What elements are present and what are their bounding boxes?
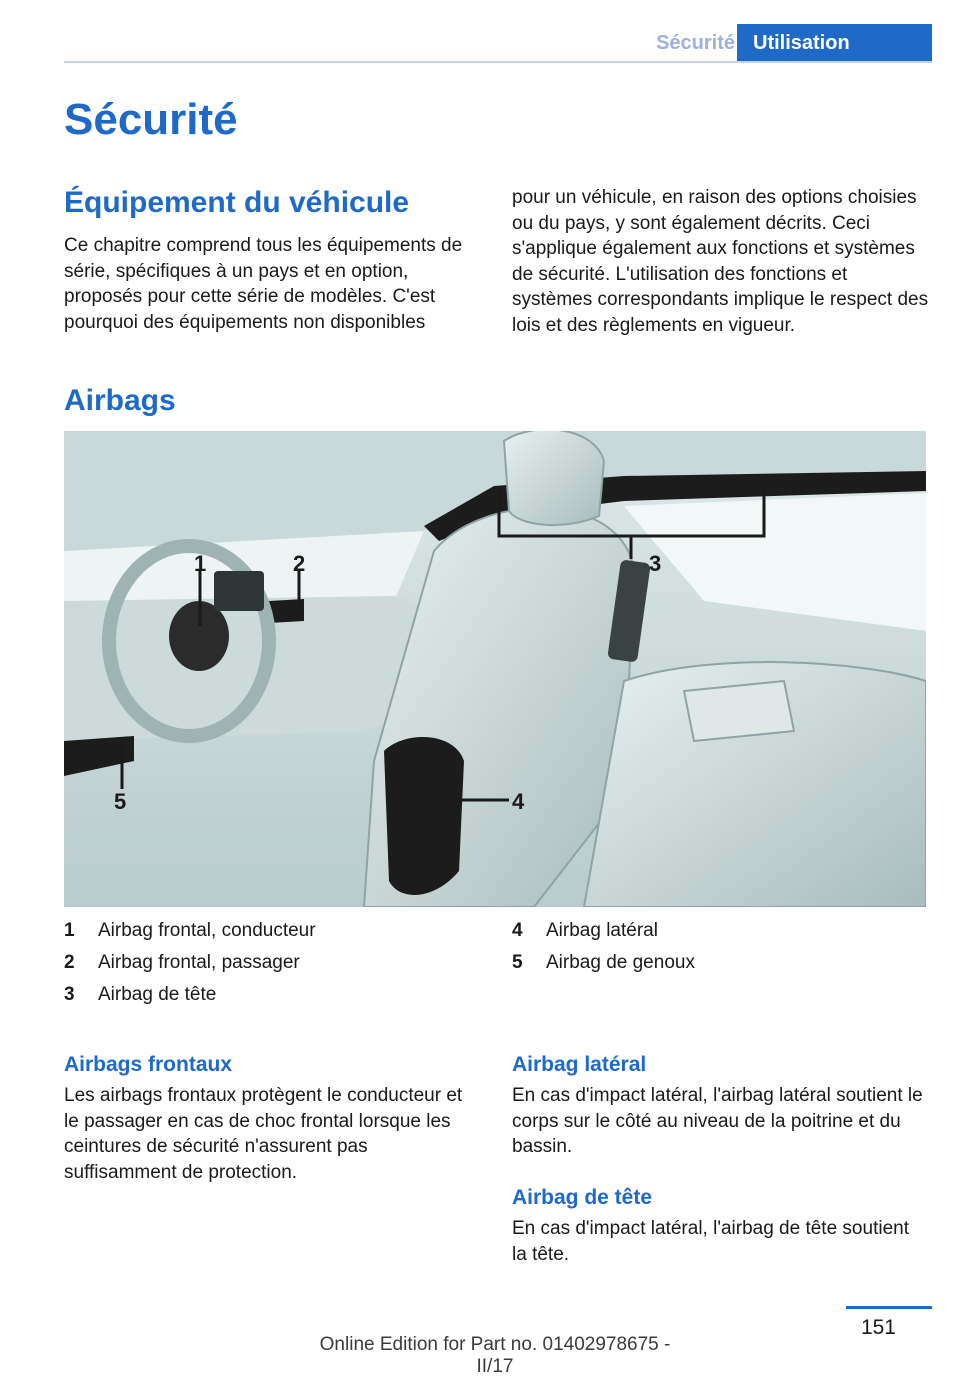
front-airbags-heading: Airbags frontaux bbox=[64, 1053, 233, 1076]
legend-number: 3 bbox=[64, 984, 75, 1005]
side-airbag-zone bbox=[384, 737, 464, 895]
side-airbag-heading: Airbag latéral bbox=[512, 1053, 647, 1076]
legend-number: 5 bbox=[512, 952, 523, 973]
callout-label-3: 3 bbox=[649, 551, 662, 576]
front-airbags-text: Les airbags frontaux protègent le conducteur et le passager en cas de choc frontal lorsque les ceintures de sécurité n'assurent pas suffisamment de protection. bbox=[64, 1085, 463, 1183]
airbags-figure bbox=[64, 431, 926, 907]
page-number: 151 bbox=[860, 1316, 896, 1339]
center-display bbox=[214, 571, 264, 611]
armrest bbox=[684, 681, 794, 741]
vehicle-equipment-heading: Équipement du véhicule bbox=[64, 186, 410, 219]
car-interior-illustration bbox=[64, 431, 926, 907]
legend-number: 2 bbox=[64, 952, 75, 973]
callout-label-1: 1 bbox=[194, 551, 207, 576]
callout-label-5: 5 bbox=[114, 789, 127, 814]
page-header bbox=[0, 0, 960, 62]
callout-label-2: 2 bbox=[293, 551, 306, 576]
page-title: Sécurité bbox=[64, 95, 238, 144]
section-tab[interactable]: Sécurité bbox=[656, 32, 735, 54]
chapter-tab[interactable]: Utilisation bbox=[737, 24, 932, 62]
header-rule bbox=[64, 61, 932, 63]
head-airbag-heading: Airbag de tête bbox=[512, 1186, 653, 1209]
edition-footer: Online Edition for Part no. 01402978675 - II/17 bbox=[319, 1334, 671, 1377]
head-airbag-text: En cas d'impact latéral, l'airbag de tête soutient la tête. bbox=[512, 1218, 909, 1265]
vehicle-equipment-text-col2: pour un véhicule, en raison des options choisies ou du pays, y sont également décrits. Ceci s'applique également aux fonctions et systèmes de sécurité. L'utilisation des fonctions et systèmes correspondants implique le respect des lois et des règlements en vigueur. bbox=[512, 187, 929, 336]
legend-label: Airbag frontal, passager bbox=[98, 952, 300, 973]
headrest bbox=[504, 431, 604, 525]
footer-rule bbox=[846, 1306, 932, 1309]
side-airbag-text: En cas d'impact latéral, l'airbag latéral soutient le corps sur le côté au niveau de la poitrine et du bassin. bbox=[512, 1085, 923, 1157]
legend-label: Airbag latéral bbox=[546, 920, 658, 941]
airbags-heading: Airbags bbox=[64, 384, 176, 417]
legend-number: 1 bbox=[64, 920, 75, 941]
legend-number: 4 bbox=[512, 920, 523, 941]
legend-label: Airbag frontal, conducteur bbox=[98, 920, 316, 941]
legend-label: Airbag de tête bbox=[98, 984, 217, 1005]
callout-label-4: 4 bbox=[512, 789, 525, 814]
vehicle-equipment-text-col1: Ce chapitre comprend tous les équipements de série, spécifiques à un pays et en option, proposés pour cette série de modèles. C'est pourquoi des équipements non disponibles bbox=[64, 235, 463, 333]
legend-label: Airbag de genoux bbox=[546, 952, 695, 973]
